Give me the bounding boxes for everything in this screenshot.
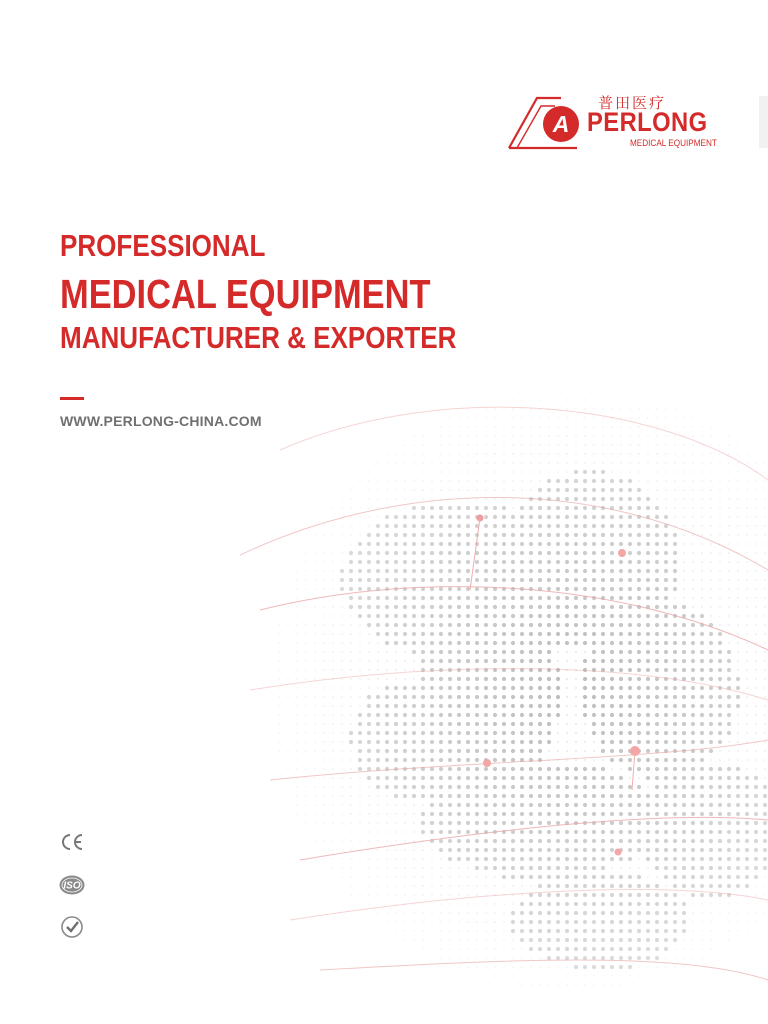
globe-dots (278, 399, 767, 986)
headline-line-2: MEDICAL EQUIPMENT (60, 271, 431, 317)
dotted-globe-graphic (240, 360, 768, 1024)
perlong-a-logo-icon (505, 94, 587, 152)
headline-line-3: MANUFACTURER & EXPORTER (60, 320, 457, 355)
ce-mark-icon (58, 830, 86, 854)
brand-subtitle: MEDICAL EQUIPMENT (630, 138, 717, 149)
brand-name: PERLONG (587, 107, 708, 137)
headline-line-1: PROFESSIONAL (60, 228, 266, 263)
accent-divider (60, 397, 84, 400)
iso-badge-icon (58, 873, 86, 897)
svg-text:A: A (552, 111, 570, 137)
page-edge-tab (759, 96, 768, 148)
website-link[interactable]: WWW.PERLONG-CHINA.COM (60, 413, 262, 429)
quality-check-icon (58, 915, 86, 939)
iso-label: ISO (63, 880, 81, 892)
brand-chinese-name: 普田医疗 (598, 94, 667, 112)
perlong-logo (505, 92, 745, 154)
